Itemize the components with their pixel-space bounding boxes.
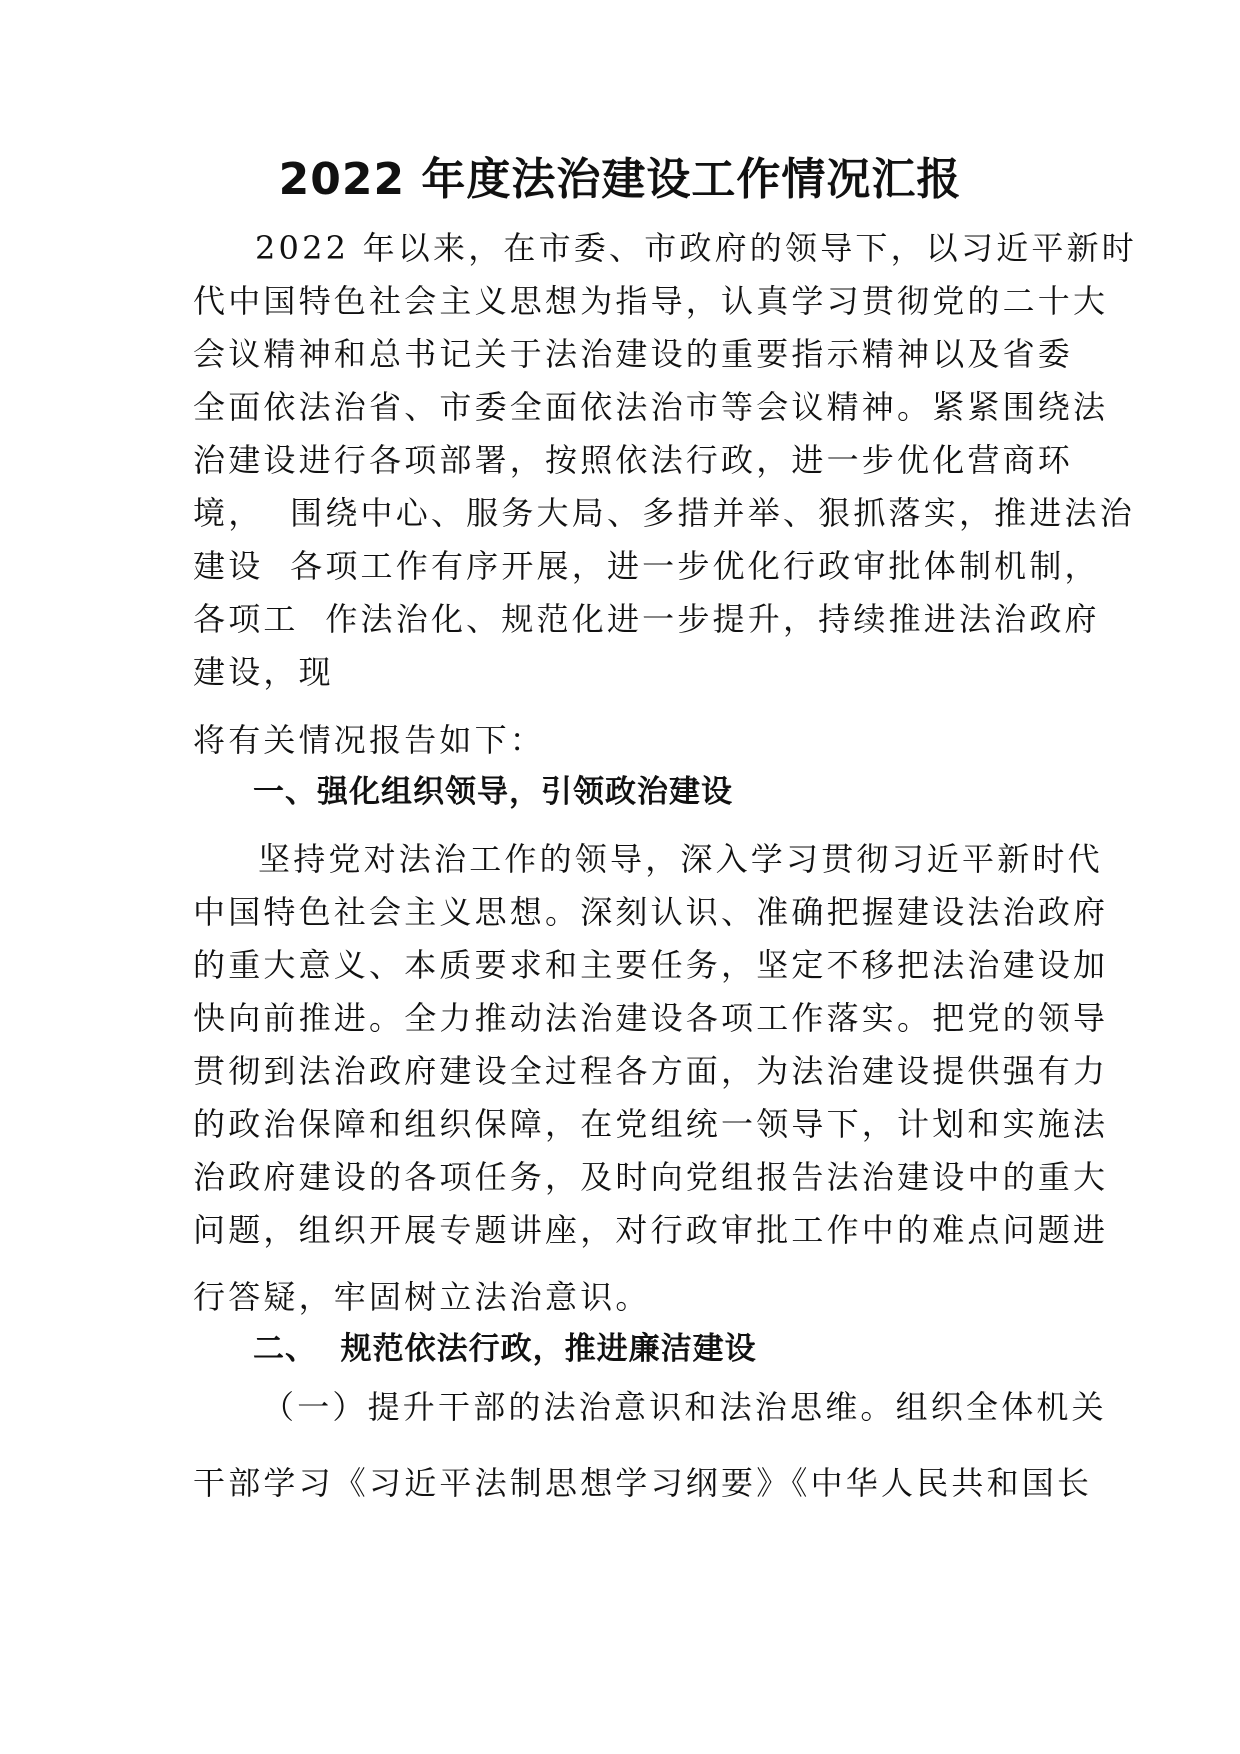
intro-line: 代中国特色社会主义思想为指导，认真学习贯彻党的二十大 <box>193 282 1109 320</box>
intro-line: 各项工 作法治化、规范化进一步提升，持续推进法治政府 <box>193 600 1100 638</box>
intro-line: 全面依法治省、市委全面依法治市等会议精神。紧紧围绕法 <box>193 388 1109 426</box>
document-title: 2022 年度法治建设工作情况汇报 <box>278 154 962 205</box>
section1-line: 治政府建设的各项任务，及时向党组报告法治建设中的重大 <box>193 1158 1109 1196</box>
section1-line: 贯彻到法治政府建设全过程各方面，为法治建设提供强有力 <box>193 1052 1109 1090</box>
section1-line: 的政治保障和组织保障，在党组统一领导下，计划和实施法 <box>193 1105 1109 1143</box>
intro-line: 2022 年以来，在市委、市政府的领导下，以习近平新时 <box>255 229 1138 267</box>
intro-line: 会议精神和总书记关于法治建设的重要指示精神以及省委 <box>193 335 1074 373</box>
section1-line: 行答疑，牢固树立法治意识。 <box>193 1278 651 1316</box>
section2-line: （一）提升干部的法治意识和法治思维。组织全体机关 <box>262 1388 1107 1426</box>
section1-line: 快向前推进。全力推动法治建设各项工作落实。把党的领导 <box>193 999 1109 1037</box>
section1-line: 的重大意义、本质要求和主要任务，坚定不移把法治建设加 <box>193 946 1109 984</box>
intro-line: 境， 围绕中心、服务大局、多措并举、狠抓落实，推进法治 <box>193 494 1135 532</box>
intro-line: 建设，现 <box>193 653 334 691</box>
intro-line: 治建设进行各项部署，按照依法行政，进一步优化营商环 <box>193 441 1074 479</box>
section-heading-1: 一、强化组织领导，引领政治建设 <box>253 774 733 810</box>
section1-line: 中国特色社会主义思想。深刻认识、准确把握建设法治政府 <box>193 893 1109 931</box>
section-heading-2: 二、 规范依法行政，推进廉洁建设 <box>253 1331 757 1367</box>
section1-line: 坚持党对法治工作的领导，深入学习贯彻习近平新时代 <box>258 840 1103 878</box>
section1-line: 问题，组织开展专题讲座，对行政审批工作中的难点问题进 <box>193 1211 1109 1249</box>
intro-line: 将有关情况报告如下： <box>193 721 546 759</box>
intro-line: 建设 各项工作有序开展，进一步优化行政审批体制机制， <box>193 547 1100 585</box>
section2-line: 干部学习《习近平法制思想学习纲要》《中华人民共和国长 <box>193 1464 1093 1502</box>
